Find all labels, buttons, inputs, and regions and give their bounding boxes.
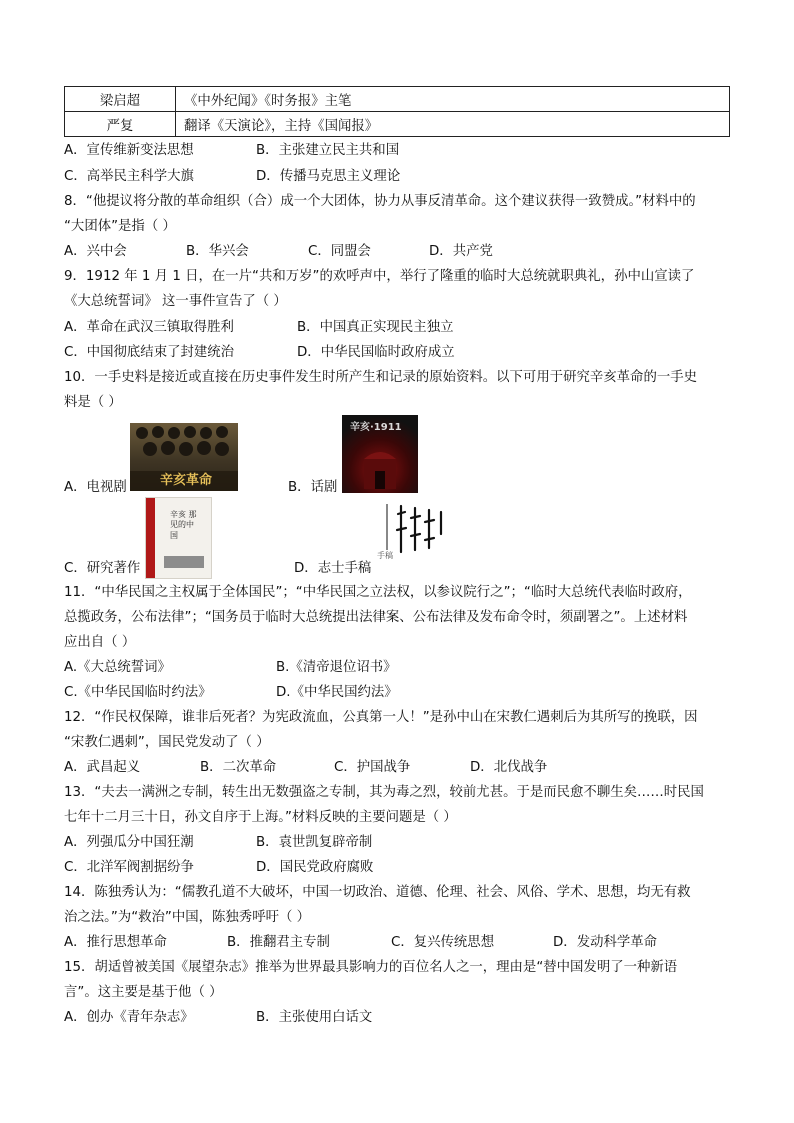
q12-option-b: B．二次革命 xyxy=(200,760,277,775)
q13-option-a: A．列强瓜分中国狂潮 xyxy=(64,835,194,850)
q12-option-d: D．北伐战争 xyxy=(470,760,548,775)
q12-option-a: A．武昌起义 xyxy=(64,760,141,775)
stage-play-poster-title: 辛亥·1911 xyxy=(350,422,402,433)
q8-stem-line1: 8．“他提议将分散的革命组织（合）成一个大团体，协力从事反清革命。这个建议获得一致赞成。”材料中的 xyxy=(64,194,696,209)
q8-option-c: C．同盟会 xyxy=(308,244,371,259)
q12-stem-line1: 12．“作民权保障，谁非后死者？为宪政流血，公真第一人！”是孙中山在宋教仁遇刺后为其所写的挽联，因 xyxy=(64,710,698,725)
q15-stem-line1: 15．胡适曾被美国《展望杂志》推举为世界最具影响力的百位名人之一，理由是“替中国发明了一种新语 xyxy=(64,960,678,975)
q15-option-a: A．创办《青年杂志》 xyxy=(64,1010,194,1025)
q13-stem-line2: 七年十二月三十日，孙文自序于上海。”材料反映的主要问题是（ ） xyxy=(64,810,457,825)
q12-option-c: C．护国战争 xyxy=(334,760,411,775)
table-row xyxy=(65,87,730,112)
q9-option-a: A．革命在武汉三镇取得胜利 xyxy=(64,320,234,335)
q9-option-c: C．中国彻底结束了封建统治 xyxy=(64,345,235,360)
table-cell-desc: 翻译《天演论》，主持《国闻报》 xyxy=(176,112,730,137)
q14-option-c: C．复兴传统思想 xyxy=(391,935,495,950)
q13-option-b: B．袁世凯复辟帝制 xyxy=(256,835,373,850)
q15-stem-line2: 言”。这主要是基于他（ ） xyxy=(64,985,223,1000)
reformers-table xyxy=(64,86,730,137)
tv-drama-poster-title: 辛亥革命 xyxy=(160,473,213,488)
q10-stem-line1: 10．一手史料是接近或直接在历史事件发生时所产生和记录的原始资料。以下可用于研究辛亥革命的一手史 xyxy=(64,370,698,385)
q13-stem-line1: 13．“夫去一满洲之专制，转生出无数强盗之专制，其为毒之烈，较前尤甚。于是而民愈不聊生矣……时民国 xyxy=(64,785,704,800)
q9-option-d: D．中华民国临时政府成立 xyxy=(297,345,455,360)
q10-option-b: B．话剧 xyxy=(288,480,338,495)
q9-option-b: B．中国真正实现民主独立 xyxy=(297,320,454,335)
q15-option-b: B．主张使用白话文 xyxy=(256,1010,373,1025)
q11-option-a: A.《大总统誓词》 xyxy=(64,660,171,675)
book-cover-photo xyxy=(164,556,204,568)
tv-drama-poster-image xyxy=(130,423,238,491)
q7-option-c: C．高举民主科学大旗 xyxy=(64,169,194,184)
manuscript-caption: 手稿 xyxy=(377,551,393,560)
q14-option-d: D．发动科学革命 xyxy=(553,935,658,950)
manuscript-image xyxy=(375,500,447,562)
q8-option-a: A．兴中会 xyxy=(64,244,127,259)
q9-stem-line2: 《大总统誓词》 这一事件宣告了（ ） xyxy=(64,294,287,309)
q7-option-d: D．传播马克思主义理论 xyxy=(256,169,401,184)
q10-option-c: C．研究著作 xyxy=(64,561,141,576)
stage-play-poster-image xyxy=(342,415,418,493)
q13-option-c: C．北洋军阀割据纷争 xyxy=(64,860,194,875)
q8-stem-line2: “大团体”是指（ ） xyxy=(64,219,176,234)
q11-option-b: B.《清帝退位诏书》 xyxy=(276,660,397,675)
book-cover-title: 辛亥 那见的中国 xyxy=(170,510,197,540)
q14-stem-line2: 治之法。”为“救治”中国，陈独秀呼吁（ ） xyxy=(64,910,311,925)
q12-stem-line2: “宋教仁遇刺”，国民党发动了（ ） xyxy=(64,735,270,750)
q10-stem-line2: 料是（ ） xyxy=(64,395,122,410)
table-row xyxy=(65,112,730,137)
q11-stem-line1: 11．“中华民国之主权属于全体国民”；“中华民国之立法权，以参议院行之”；“临时大总统代表临时政府， xyxy=(64,585,692,600)
q13-option-d: D．国民党政府腐败 xyxy=(256,860,374,875)
q9-stem-line1: 9．1912 年 1 月 1 日，在一片“共和万岁”的欢呼声中，举行了隆重的临时大总统就职典礼，孙中山宣读了 xyxy=(64,269,695,284)
q11-option-c: C.《中华民国临时约法》 xyxy=(64,685,212,700)
q14-option-b: B．推翻君主专制 xyxy=(227,935,330,950)
table-cell-name: 梁启超 xyxy=(65,87,176,112)
table-cell-name: 严复 xyxy=(65,112,176,137)
q14-stem-line1: 14．陈独秀认为：“儒教孔道不大破坏，中国一切政治、道德、伦理、社会、风俗、学术、思想，均无有救 xyxy=(64,885,691,900)
book-spine xyxy=(146,498,155,578)
q11-option-d: D.《中华民国约法》 xyxy=(276,685,398,700)
q8-option-b: B．华兴会 xyxy=(186,244,249,259)
stage-play-gate-graphic xyxy=(342,415,418,493)
q10-option-d: D．志士手稿 xyxy=(294,561,372,576)
q7-option-b: B．主张建立民主共和国 xyxy=(256,143,400,158)
q14-option-a: A．推行思想革命 xyxy=(64,935,167,950)
q8-option-d: D．共产党 xyxy=(429,244,493,259)
q11-stem-line3: 应出自（ ） xyxy=(64,635,136,650)
research-book-cover-image xyxy=(145,497,212,579)
table-cell-desc: 《中外纪闻》《时务报》主笔 xyxy=(176,87,730,112)
q10-option-a: A．电视剧 xyxy=(64,480,127,495)
q7-option-a: A．宣传维新变法思想 xyxy=(64,143,194,158)
q11-stem-line2: 总揽政务，公布法律”；“国务员于临时大总统提出法律案、公布法律及发布命令时，须副署之”。上述材料 xyxy=(64,610,688,625)
